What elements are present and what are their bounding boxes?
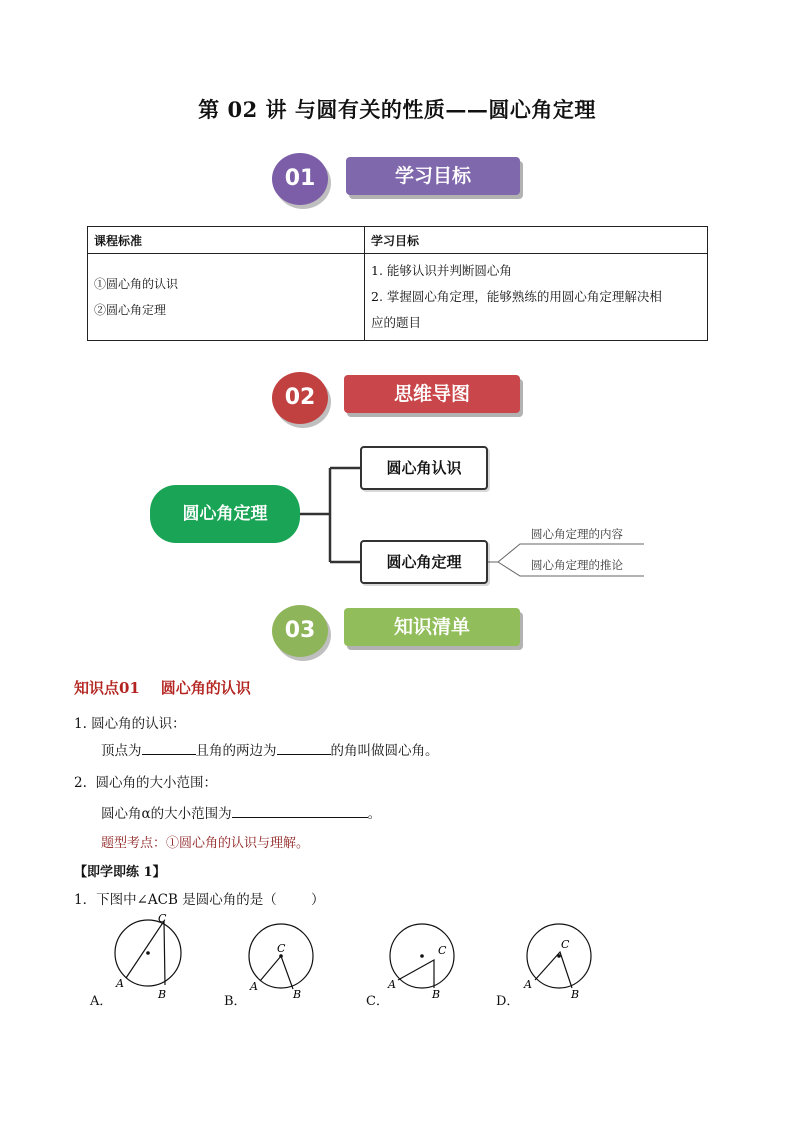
knowledge-item-2-label: 2. 圆心角的大小范围： [74, 775, 217, 791]
figure-c [387, 924, 454, 1001]
option-b[interactable]: B． [224, 994, 247, 1009]
knowledge-point-title: 知识点01 圆心角的认识 [74, 679, 251, 697]
table-row [88, 254, 708, 341]
mindmap-branch-theorem: 圆心角定理 [360, 540, 488, 584]
standard-item: ①圆心角的认识 [94, 277, 179, 291]
section-number-03: 03 [272, 605, 328, 657]
fill-blank[interactable] [277, 740, 331, 755]
svg-text:B: B [158, 988, 167, 1001]
svg-text:A: A [250, 980, 258, 993]
question-type-hint: 题型考点：①圆心角的认识与理解。 [101, 836, 310, 851]
mindmap-sub-content: 圆心角定理的内容 [531, 527, 623, 541]
option-d[interactable]: D． [496, 994, 520, 1009]
table-cell-standards [88, 254, 365, 341]
goal-item: 2. 掌握圆心角定理，能够熟练的用圆心角定理解决相 [371, 289, 662, 304]
table-cell-goals [365, 254, 708, 341]
knowledge-item-1-label: 1. 圆心角的认识： [74, 716, 186, 732]
svg-text:C: C [277, 942, 286, 955]
figure-b [249, 924, 313, 1001]
svg-text:B: B [432, 988, 441, 1001]
page-title: 第 02 讲 与圆有关的性质——圆心角定理 [198, 97, 596, 122]
section-label-02: 思维导图 [393, 383, 470, 405]
figure-a [115, 912, 181, 1001]
standards-table [87, 226, 708, 341]
section-number-01: 01 [272, 153, 328, 205]
knowledge-item-1-body: 顶点为 且角的两边为 的角叫做圆心角。 [101, 739, 439, 759]
section-banner-02 [344, 375, 520, 413]
mindmap-root: 圆心角定理 [150, 485, 300, 543]
section-label-01: 学习目标 [394, 165, 471, 187]
table-header-goal: 学习目标 [365, 227, 708, 254]
svg-text:C: C [438, 944, 447, 957]
svg-text:C: C [158, 912, 167, 925]
section-number-02: 02 [272, 372, 328, 424]
fill-blank[interactable] [142, 740, 196, 755]
goal-item: 1. 能够认识并判断圆心角 [371, 263, 512, 278]
option-a[interactable]: A． [90, 994, 113, 1009]
standard-item: ②圆心角定理 [94, 303, 167, 317]
mindmap-sub-corollary: 圆心角定理的推论 [531, 558, 623, 572]
option-figures [80, 908, 640, 1008]
svg-text:B: B [293, 988, 302, 1001]
option-c[interactable]: C． [366, 994, 389, 1009]
svg-text:A: A [524, 978, 532, 991]
section-label-03: 知识清单 [393, 616, 470, 638]
practice-heading: 【即学即练 1】 [74, 865, 166, 880]
table-header-standard: 课程标准 [88, 227, 365, 254]
svg-text:C: C [561, 938, 570, 951]
svg-text:A: A [116, 977, 124, 990]
mindmap-branch-recognition: 圆心角认识 [360, 446, 488, 490]
table-row [88, 227, 708, 254]
section-banner-01 [346, 157, 520, 195]
fill-blank[interactable] [232, 803, 368, 818]
goal-item: 应的题目 [371, 315, 422, 330]
svg-text:A: A [388, 978, 396, 991]
section-banner-03 [344, 608, 520, 646]
figure-d [523, 924, 591, 1001]
practice-question: 1．下图中∠ACB 是圆心角的是（ ） [74, 892, 325, 908]
knowledge-item-2-body: 圆心角α的大小范围为 。 [101, 802, 381, 822]
svg-text:B: B [571, 988, 580, 1001]
